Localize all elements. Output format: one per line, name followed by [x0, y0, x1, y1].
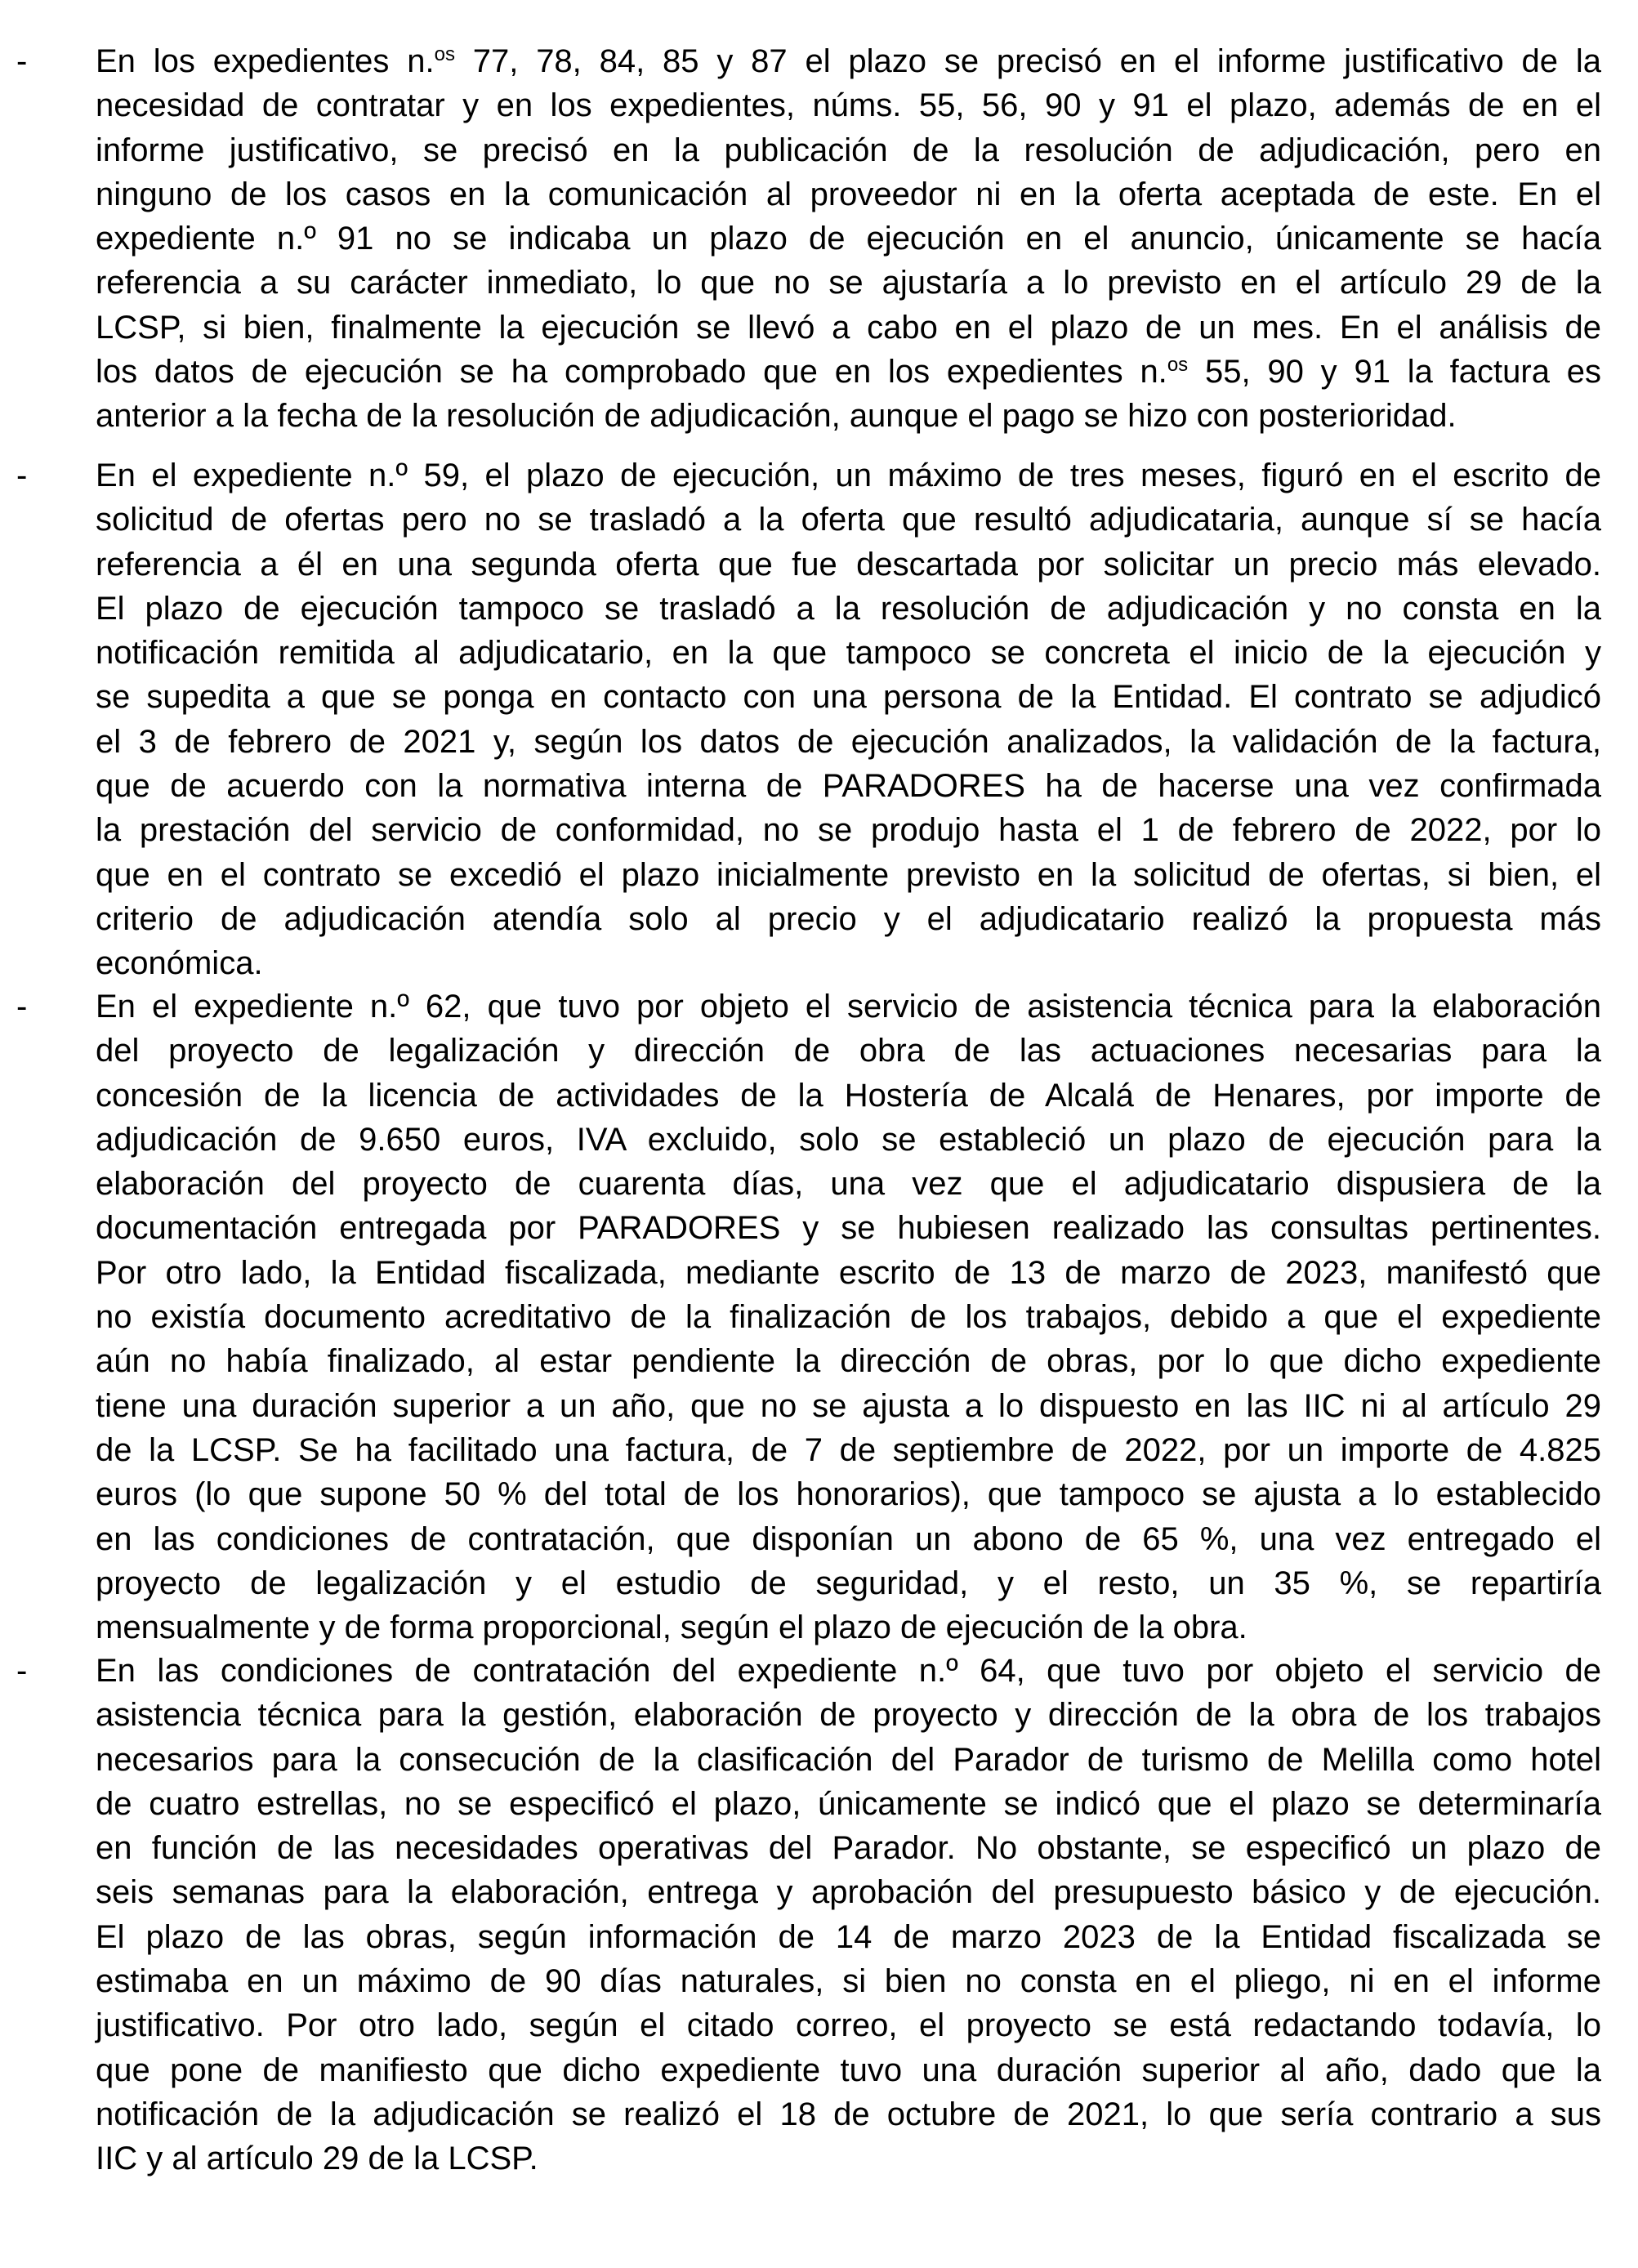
ordinal-superscript: os	[434, 43, 455, 65]
text-line: que pone de manifiesto que dicho expediente tuvo una duración superior al año, dado que la	[96, 2051, 1601, 2088]
text-line: En el expediente n.º 62, que tuvo por objeto el servicio de asistencia técnica para la elaboración	[96, 989, 1601, 1025]
paragraph	[96, 39, 1601, 439]
bullet-dash: -	[16, 458, 28, 493]
text-line: se supedita a que se ponga en contacto con una persona de la Entidad. El contrato se adjudicó	[96, 679, 1601, 716]
text-line: elaboración del proyecto de cuarenta días, una vez que el adjudicatario dispusiera de la	[96, 1166, 1601, 1203]
text-line: IIC y al artículo 29 de la LCSP.	[96, 2141, 538, 2177]
text-line: concesión de la licencia de actividades de la Hostería de Alcalá de Henares, por importe de	[96, 1077, 1601, 1114]
text-line: que de acuerdo con la normativa interna de PARADORES ha de hacerse una vez confirmada	[96, 768, 1601, 805]
text-line: en las condiciones de contratación, que disponían un abono de 65 %, una vez entregado el	[96, 1520, 1601, 1557]
text-line: referencia a su carácter inmediato, lo que no se ajustaría a lo previsto en el artículo 29 de la	[96, 265, 1601, 301]
text-line: necesidad de contratar y en los expedientes, núms. 55, 56, 90 y 91 el plazo, además de en el	[96, 87, 1601, 124]
text-line: expediente n.º 91 no se indicaba un plazo de ejecución en el anuncio, únicamente se hacía	[96, 221, 1601, 257]
paragraph	[96, 984, 1601, 1650]
text-line: El plazo de las obras, según información de 14 de marzo 2023 de la Entidad fiscalizada se	[96, 1918, 1601, 1955]
text-line: El plazo de ejecución tampoco se trasladó a la resolución de adjudicación y no consta en la	[96, 590, 1601, 627]
text-line: mensualmente y de forma proporcional, según el plazo de ejecución de la obra.	[96, 1609, 1247, 1646]
text-line: que en el contrato se excedió el plazo inicialmente previsto en la solicitud de ofertas, si bien, el	[96, 856, 1601, 893]
text-line: de la LCSP. Se ha facilitado una factura, de 7 de septiembre de 2022, por un importe de 4.825	[96, 1431, 1601, 1468]
text-line: solicitud de ofertas pero no se trasladó a la oferta que resultó adjudicataria, aunque sí se hacía	[96, 502, 1601, 538]
text-line: En el expediente n.º 59, el plazo de ejecución, un máximo de tres meses, figuró en el escrito de	[96, 458, 1601, 493]
text-line: no existía documento acreditativo de la finalización de los trabajos, debido a que el expediente	[96, 1299, 1601, 1336]
text-line: notificación remitida al adjudicatario, en la que tampoco se concreta el inicio de la ejecución y	[96, 635, 1601, 672]
text-line: económica.	[96, 945, 263, 982]
text-line: En las condiciones de contratación del expediente n.º 64, que tuvo por objeto el servicio de	[96, 1653, 1601, 1689]
text-line: de cuatro estrellas, no se especificó el plazo, únicamente se indicó que el plazo se determinaría	[96, 1785, 1601, 1822]
text-line: proyecto de legalización y el estudio de seguridad, y el resto, un 35 %, se repartiría	[96, 1565, 1601, 1601]
text-line: En los expedientes n.$^{os}$ 77, 78, 84, 85 y 87 el plazo se precisó en el informe justificativo de la	[96, 43, 1601, 79]
text-line: anterior a la fecha de la resolución de adjudicación, aunque el pago se hizo con posterioridad.	[96, 398, 1457, 435]
bullet-dash: -	[16, 989, 28, 1025]
text-line: ninguno de los casos en la comunicación al proveedor ni en la oferta aceptada de este. En el	[96, 176, 1601, 212]
paragraph	[96, 453, 1601, 986]
ordinal-superscript: os	[1167, 354, 1189, 377]
text-line: el 3 de febrero de 2021 y, según los datos de ejecución analizados, la validación de la factura,	[96, 723, 1601, 760]
text-line: aún no había finalizado, al estar pendiente la dirección de obras, por lo que dicho expediente	[96, 1343, 1601, 1380]
text-line: la prestación del servicio de conformidad, no se produjo hasta el 1 de febrero de 2022, por lo	[96, 812, 1601, 849]
text-line: referencia a él en una segunda oferta que fue descartada por solicitar un precio más elevado.	[96, 546, 1601, 583]
text-line: en función de las necesidades operativas del Parador. No obstante, se especificó un plazo de	[96, 1830, 1601, 1867]
text-line: criterio de adjudicación atendía solo al precio y el adjudicatario realizó la propuesta más	[96, 900, 1601, 937]
bullet-dash: -	[16, 43, 28, 79]
text-line: notificación de la adjudicación se realizó el 18 de octubre de 2021, lo que sería contrario a sus	[96, 2096, 1601, 2132]
text-line: estimaba en un máximo de 90 días naturales, si bien no consta en el pliego, ni en el informe	[96, 1963, 1601, 2000]
text-line: euros (lo que supone 50 % del total de los honorarios), que tampoco se ajusta a lo establecido	[96, 1476, 1601, 1513]
text-line: los datos de ejecución se ha comprobado que en los expedientes n.$^{os}$ 55, 90 y 91 la factura es	[96, 354, 1602, 391]
text-line: necesarios para la consecución de la clasificación del Parador de turismo de Melilla como hotel	[96, 1741, 1601, 1778]
text-line: seis semanas para la elaboración, entrega y aprobación del presupuesto básico y de ejecución.	[96, 1874, 1601, 1911]
paragraph	[96, 1649, 1601, 2181]
text-line: del proyecto de legalización y dirección de obra de las actuaciones necesarias para la	[96, 1033, 1601, 1069]
text-line: informe justificativo, se precisó en la publicación de la resolución de adjudicación, pero en	[96, 132, 1601, 168]
text-line: documentación entregada por PARADORES y se hubiesen realizado las consultas pertinentes.	[96, 1210, 1601, 1247]
text-line: asistencia técnica para la gestión, elaboración de proyecto y dirección de la obra de los trabajos	[96, 1697, 1601, 1734]
text-line: LCSP, si bien, finalmente la ejecución se llevó a cabo en el plazo de un mes. En el análisis de	[96, 309, 1601, 346]
text-line: Por otro lado, la Entidad fiscalizada, mediante escrito de 13 de marzo de 2023, manifestó que	[96, 1254, 1601, 1291]
text-line: adjudicación de 9.650 euros, IVA excluido, solo se estableció un plazo de ejecución para la	[96, 1121, 1601, 1158]
text-line: tiene una duración superior a un año, que no se ajusta a lo dispuesto en las IIC ni al artículo 29	[96, 1387, 1601, 1424]
bullet-dash: -	[16, 1653, 28, 1689]
text-line: justificativo. Por otro lado, según el citado correo, el proyecto se está redactando todavía, lo	[96, 2007, 1601, 2044]
